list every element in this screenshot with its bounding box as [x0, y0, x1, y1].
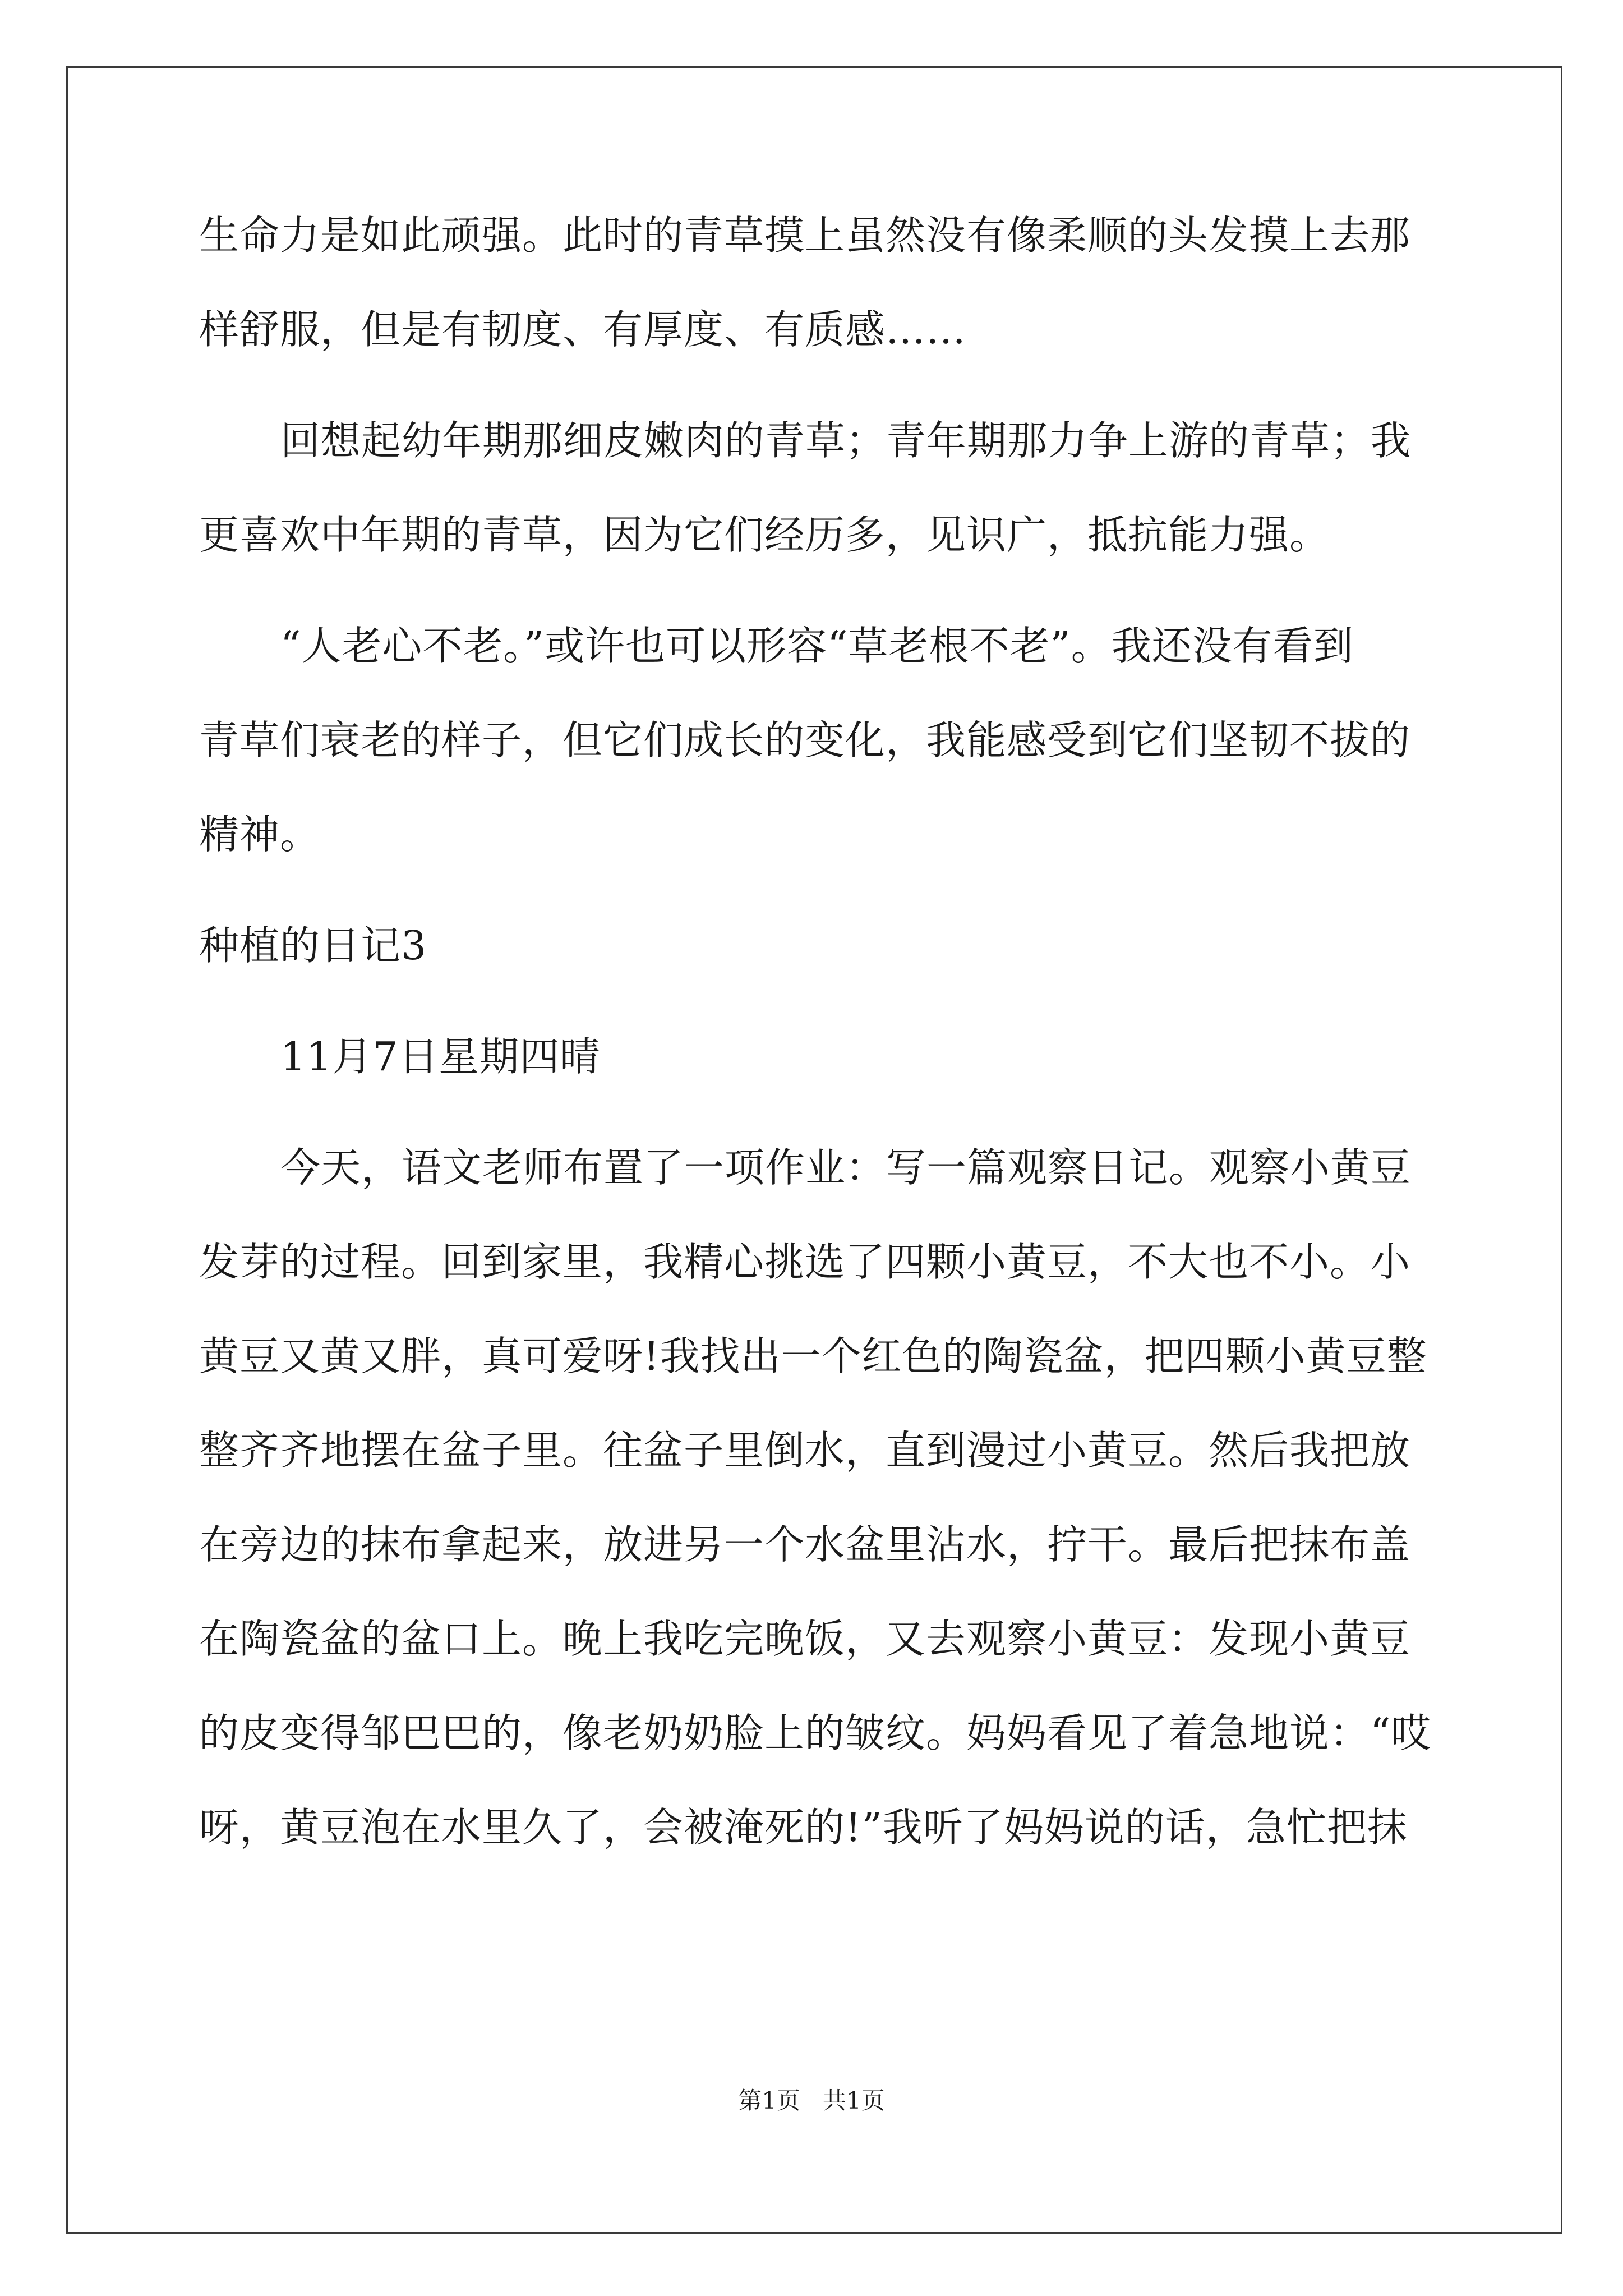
- body-line: 在陶瓷盆的盆口上。晚上我吃完晚饭，又去观察小黄豆：发现小黄豆: [199, 1616, 1411, 1662]
- body-line: 呀，黄豆泡在水里久了，会被淹死的!”我听了妈妈说的话，急忙把抹: [199, 1804, 1408, 1851]
- body-line: 黄豆又黄又胖，真可爱呀!我找出一个红色的陶瓷盆，把四颗小黄豆整: [199, 1333, 1427, 1379]
- body-line: 更喜欢中年期的青草，因为它们经历多，见识广，抵抗能力强。: [199, 512, 1330, 558]
- body-line: 回想起幼年期那细皮嫩肉的青草；青年期那力争上游的青草；我: [280, 417, 1412, 464]
- body-line: 生命力是如此顽强。此时的青草摸上虽然没有像柔顺的头发摸上去那: [199, 212, 1411, 259]
- section-heading: 种植的日记3: [199, 922, 427, 969]
- body-line: 精神。: [199, 811, 321, 858]
- body-line: 的皮变得邹巴巴的，像老奶奶脸上的皱纹。妈妈看见了着急地说：“哎: [199, 1710, 1432, 1756]
- body-line: 整齐齐地摆在盆子里。往盆子里倒水，直到漫过小黄豆。然后我把放: [199, 1427, 1411, 1474]
- body-line: 发芽的过程。回到家里，我精心挑选了四颗小黄豆，不大也不小。小: [199, 1239, 1411, 1285]
- diary-date-line: 11月7日星期四晴: [280, 1033, 601, 1080]
- body-line: 在旁边的抹布拿起来，放进另一个水盆里沾水，拧干。最后把抹布盖: [199, 1521, 1411, 1568]
- body-line: “人老心不老。”或许也可以形容“草老根不老”。我还没有看到: [280, 623, 1354, 669]
- body-line: 今天，语文老师布置了一项作业：写一篇观察日记。观察小黄豆: [280, 1144, 1412, 1191]
- body-line: 样舒服，但是有韧度、有厚度、有质感……: [199, 306, 967, 353]
- page-total: 共1页: [823, 2087, 885, 2114]
- page-number: 第1页: [738, 2087, 800, 2114]
- body-line: 青草们衰老的样子，但它们成长的变化，我能感受到它们坚韧不拔的: [199, 717, 1411, 763]
- page-footer: [0, 2084, 1623, 2118]
